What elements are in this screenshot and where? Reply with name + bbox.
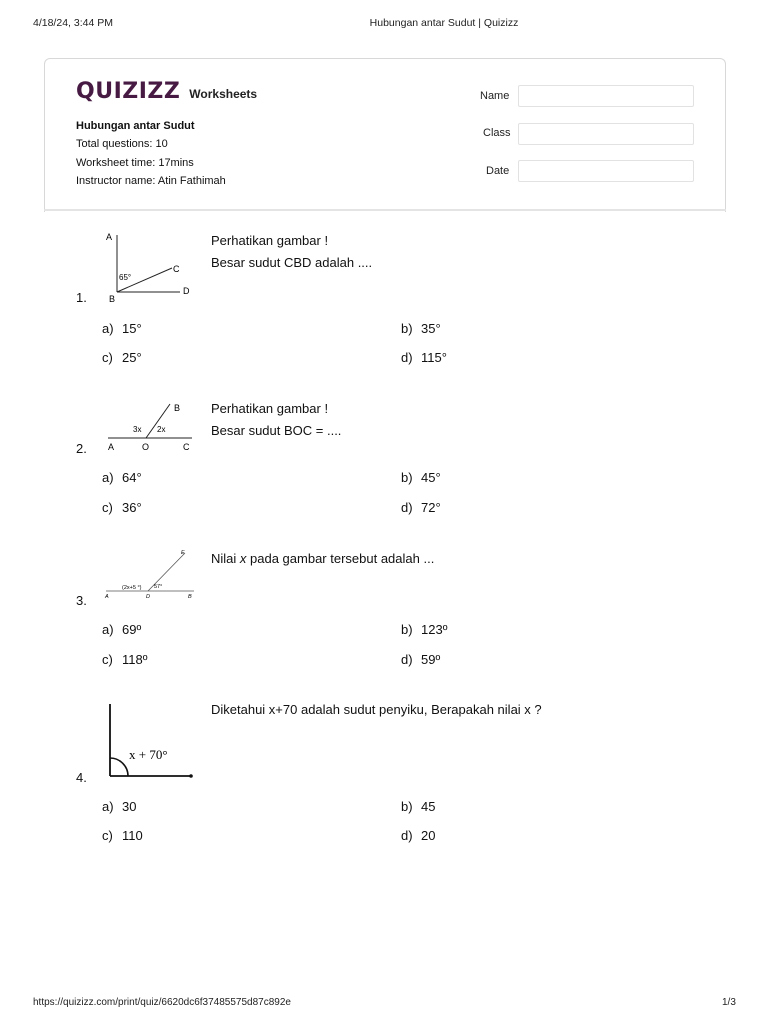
option-a[interactable]: [102, 321, 142, 336]
option-text: 36°: [122, 500, 142, 515]
option-letter: c): [102, 350, 113, 365]
option-d[interactable]: [401, 350, 447, 365]
angle-arc: [110, 758, 128, 776]
question-text: [211, 398, 341, 442]
option-letter: a): [102, 470, 114, 485]
label-b: B: [109, 294, 116, 304]
label-a: A: [106, 232, 113, 242]
option-text: 59º: [421, 652, 441, 667]
print-page-number: 1/3: [722, 997, 736, 1008]
angle-label: x + 70°: [129, 747, 168, 762]
angle-left-label: 3x: [133, 425, 142, 434]
label-b: B: [174, 403, 181, 413]
quizizz-logo: [76, 79, 257, 104]
option-b[interactable]: [401, 470, 441, 485]
class-field[interactable]: [518, 123, 694, 145]
angle-label: 65°: [119, 273, 132, 282]
question-number: 1.: [76, 290, 87, 305]
option-b[interactable]: [401, 622, 447, 637]
question-text-prefix: Nilai: [211, 551, 240, 566]
label-o: O: [142, 442, 150, 452]
option-text: 45: [421, 799, 436, 814]
option-letter: d): [401, 652, 413, 667]
option-text: 25°: [122, 350, 142, 365]
question-2-figure: [100, 398, 200, 456]
worksheet-title: Hubungan antar Sudut: [76, 120, 195, 132]
option-text: 15°: [122, 321, 142, 336]
option-text: 69º: [122, 622, 142, 637]
option-text: 123º: [421, 622, 448, 637]
angle-right-label: 57°: [154, 584, 163, 590]
worksheet-time: Worksheet time: 17mins: [76, 156, 194, 169]
question-4-figure: [100, 700, 200, 784]
option-letter: c): [102, 652, 113, 667]
name-label: Name: [480, 90, 510, 102]
option-text: 45°: [421, 470, 441, 485]
option-c[interactable]: [102, 500, 142, 515]
option-letter: a): [102, 622, 114, 637]
option-c[interactable]: [102, 828, 143, 843]
question-text: [211, 548, 434, 570]
option-letter: d): [401, 828, 413, 843]
question-text-suffix: pada gambar tersebut adalah ...: [246, 551, 435, 566]
option-letter: a): [102, 321, 114, 336]
question-number: 3.: [76, 593, 87, 608]
label-a: A: [108, 442, 115, 452]
option-text: 118º: [122, 652, 148, 667]
question-number: 2.: [76, 441, 87, 456]
label-b: B: [188, 594, 192, 600]
date-field[interactable]: [518, 160, 694, 182]
option-text: 110: [122, 828, 143, 843]
question-1-figure: [100, 228, 200, 316]
label-d: D: [183, 286, 190, 296]
question-number: 4.: [76, 770, 87, 785]
option-letter: c): [102, 500, 113, 515]
question-line: Besar sudut CBD adalah ....: [211, 255, 373, 270]
question-text: [211, 699, 542, 721]
option-letter: b): [401, 321, 413, 336]
option-letter: a): [102, 799, 114, 814]
date-label: Date: [486, 165, 510, 177]
angle-right-label: 2x: [157, 425, 166, 434]
option-letter: b): [401, 799, 413, 814]
label-a: A: [105, 594, 109, 600]
option-b[interactable]: [401, 799, 435, 814]
option-text: 30: [122, 799, 137, 814]
option-d[interactable]: [401, 500, 441, 515]
name-field[interactable]: [518, 85, 694, 107]
option-letter: b): [401, 470, 413, 485]
label-c: C: [173, 264, 180, 274]
print-datetime: 4/18/24, 3:44 PM: [33, 17, 113, 29]
option-a[interactable]: [102, 470, 142, 485]
worksheet-header-card: [44, 58, 726, 212]
header-divider: [44, 209, 726, 211]
angle-left-label: (2x+5 °): [122, 585, 142, 591]
option-text: 115°: [421, 350, 447, 365]
print-page-title: Hubungan antar Sudut | Quizizz: [369, 17, 519, 29]
option-text: 64°: [122, 470, 142, 485]
question-variable: x: [239, 551, 247, 566]
option-text: 20: [421, 828, 436, 843]
question-line: Diketahui x+70 adalah sudut penyiku, Berapakah nilai x ?: [211, 702, 542, 717]
logo-subtitle: Worksheets: [189, 87, 258, 101]
question-text: [211, 230, 372, 274]
option-c[interactable]: [102, 350, 142, 365]
label-c: C: [183, 442, 190, 452]
label-d: D: [146, 594, 150, 600]
option-d[interactable]: [401, 652, 440, 667]
question-line: Perhatikan gambar !: [211, 233, 329, 248]
question-line: Perhatikan gambar !: [211, 401, 329, 416]
option-letter: d): [401, 350, 413, 365]
option-letter: b): [401, 622, 413, 637]
option-c[interactable]: [102, 652, 147, 667]
option-letter: d): [401, 500, 413, 515]
label-e: E: [181, 550, 185, 556]
ray-endpoint: [189, 774, 193, 778]
class-label: Class: [483, 127, 511, 139]
print-url: https://quizizz.com/print/quiz/6620dc6f37485575d87c892e: [33, 997, 291, 1008]
total-questions: Total questions: 10: [76, 138, 168, 151]
worksheet-meta: [76, 117, 226, 190]
question-line: Besar sudut BOC = ....: [211, 423, 342, 438]
question-3-figure: [100, 545, 200, 605]
option-a[interactable]: [102, 622, 141, 637]
option-letter: c): [102, 828, 113, 843]
instructor-name: Instructor name: Atin Fathimah: [76, 174, 226, 187]
option-text: 72°: [421, 500, 441, 515]
option-a[interactable]: [102, 799, 136, 814]
option-b[interactable]: [401, 321, 441, 336]
option-d[interactable]: [401, 828, 435, 843]
option-text: 35°: [421, 321, 441, 336]
logo-wordmark: QUIZIZZ: [76, 79, 181, 104]
